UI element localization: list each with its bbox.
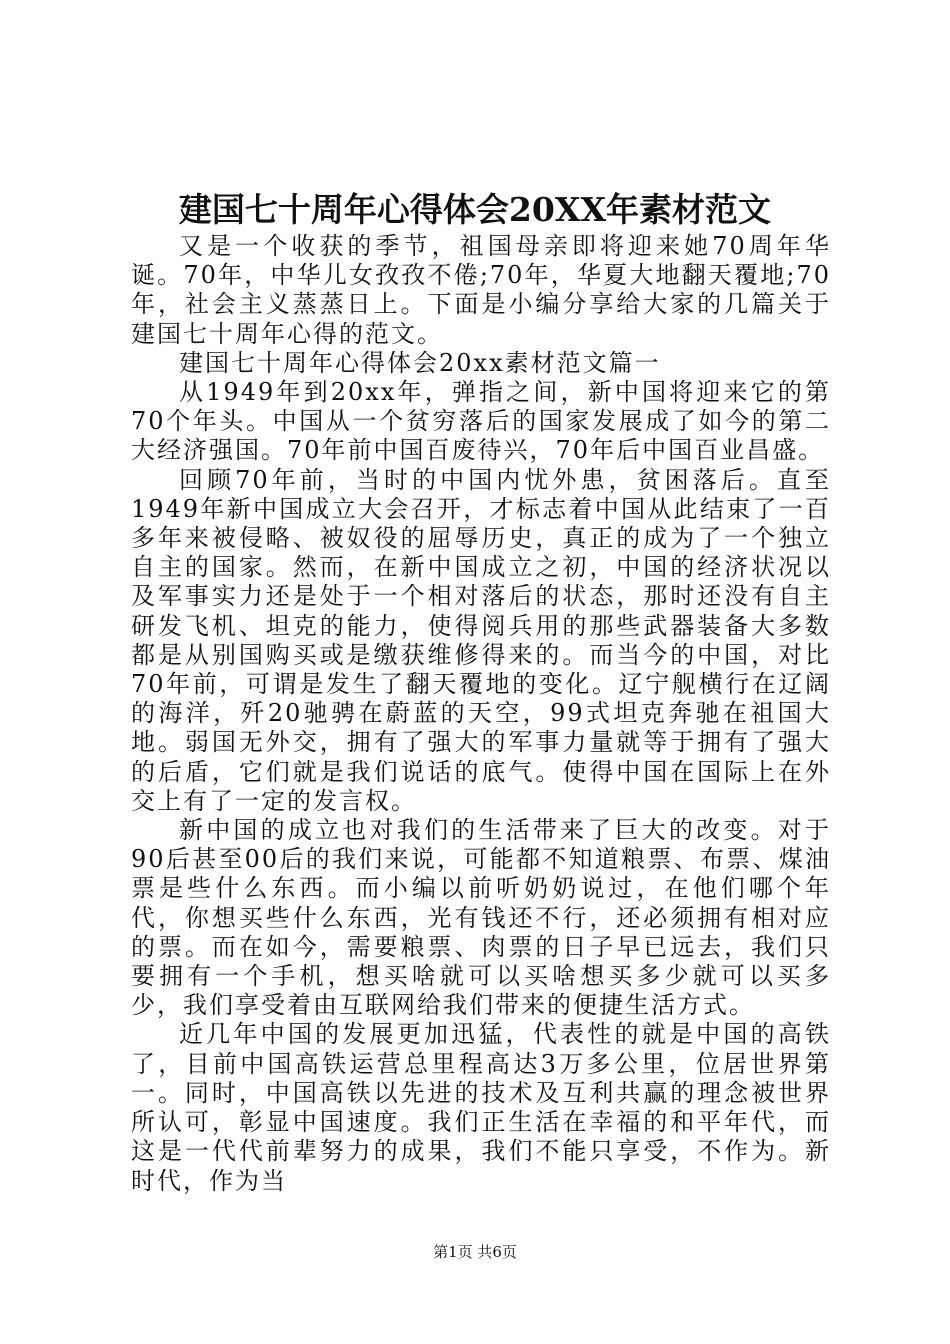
document-body (131, 232, 831, 1196)
body-paragraph: 回顾70年前，当时的中国内忧外患，贫困落后。直至1949年新中国成立大会召开，才标志着中国从此结束了一百多年来被侵略、被奴役的屈辱历史，真正的成为了一个独立自主的国家。然而，在新中国成立之初，中国的经济状况以及军事实力还是处于一个相对落后的状态，那时还没有自主研发飞机、坦克的能力，使得阅兵用的那些武器装备大多数都是从别国购买或是缴获维修得来的。而当今的中国，对比70年前，可谓是发生了翻天覆地的变化。辽宁舰横行在辽阔的海洋，歼20驰骋在蔚蓝的天空，99式坦克奔驰在祖国大地。弱国无外交，拥有了强大的军事力量就等于拥有了强大的后盾，它们就是我们说话的底气。使得中国在国际上在外交上有了一定的发言权。 (131, 465, 831, 815)
body-paragraph: 近几年中国的发展更加迅猛，代表性的就是中国的高铁了，目前中国高铁运营总里程高达3万多公里，位居世界第一。同时，中国高铁以先进的技术及互利共赢的理念被世界所认可，彰显中国速度。我们正生活在幸福的和平年代，而这是一代代前辈努力的成果，我们不能只享受，不作为。新时代，作为当 (131, 1020, 831, 1195)
page-footer: 第1页 共6页 (433, 1243, 517, 1261)
body-paragraph: 新中国的成立也对我们的生活带来了巨大的改变。对于90后甚至00后的我们来说，可能都不知道粮票、布票、煤油票是些什么东西。而小编以前听奶奶说过，在他们哪个年代，你想买些什么东西，光有钱还不行，还必须拥有相对应的票。而在如今，需要粮票、肉票的日子早已远去，我们只要拥有一个手机，想买啥就可以买啥想买多少就可以买多少，我们享受着由互联网给我们带来的便捷生活方式。 (131, 816, 831, 1020)
intro-paragraph: 又是一个收获的季节，祖国母亲即将迎来她70周年华诞。70年，中华儿女孜孜不倦;70年，华夏大地翻天覆地;70年，社会主义蒸蒸日上。下面是小编分享给大家的几篇关于建国七十周年心得的范文。 (131, 232, 831, 348)
section-heading: 建国七十周年心得体会20xx素材范文篇一 (179, 348, 661, 377)
document-title: 建国七十周年心得体会20XX年素材范文 (178, 190, 772, 229)
body-paragraph: 从1949年到20xx年，弹指之间，新中国将迎来它的第70个年头。中国从一个贫穷落后的国家发展成了如今的第二大经济强国。70年前中国百废待兴，70年后中国百业昌盛。 (131, 378, 831, 465)
